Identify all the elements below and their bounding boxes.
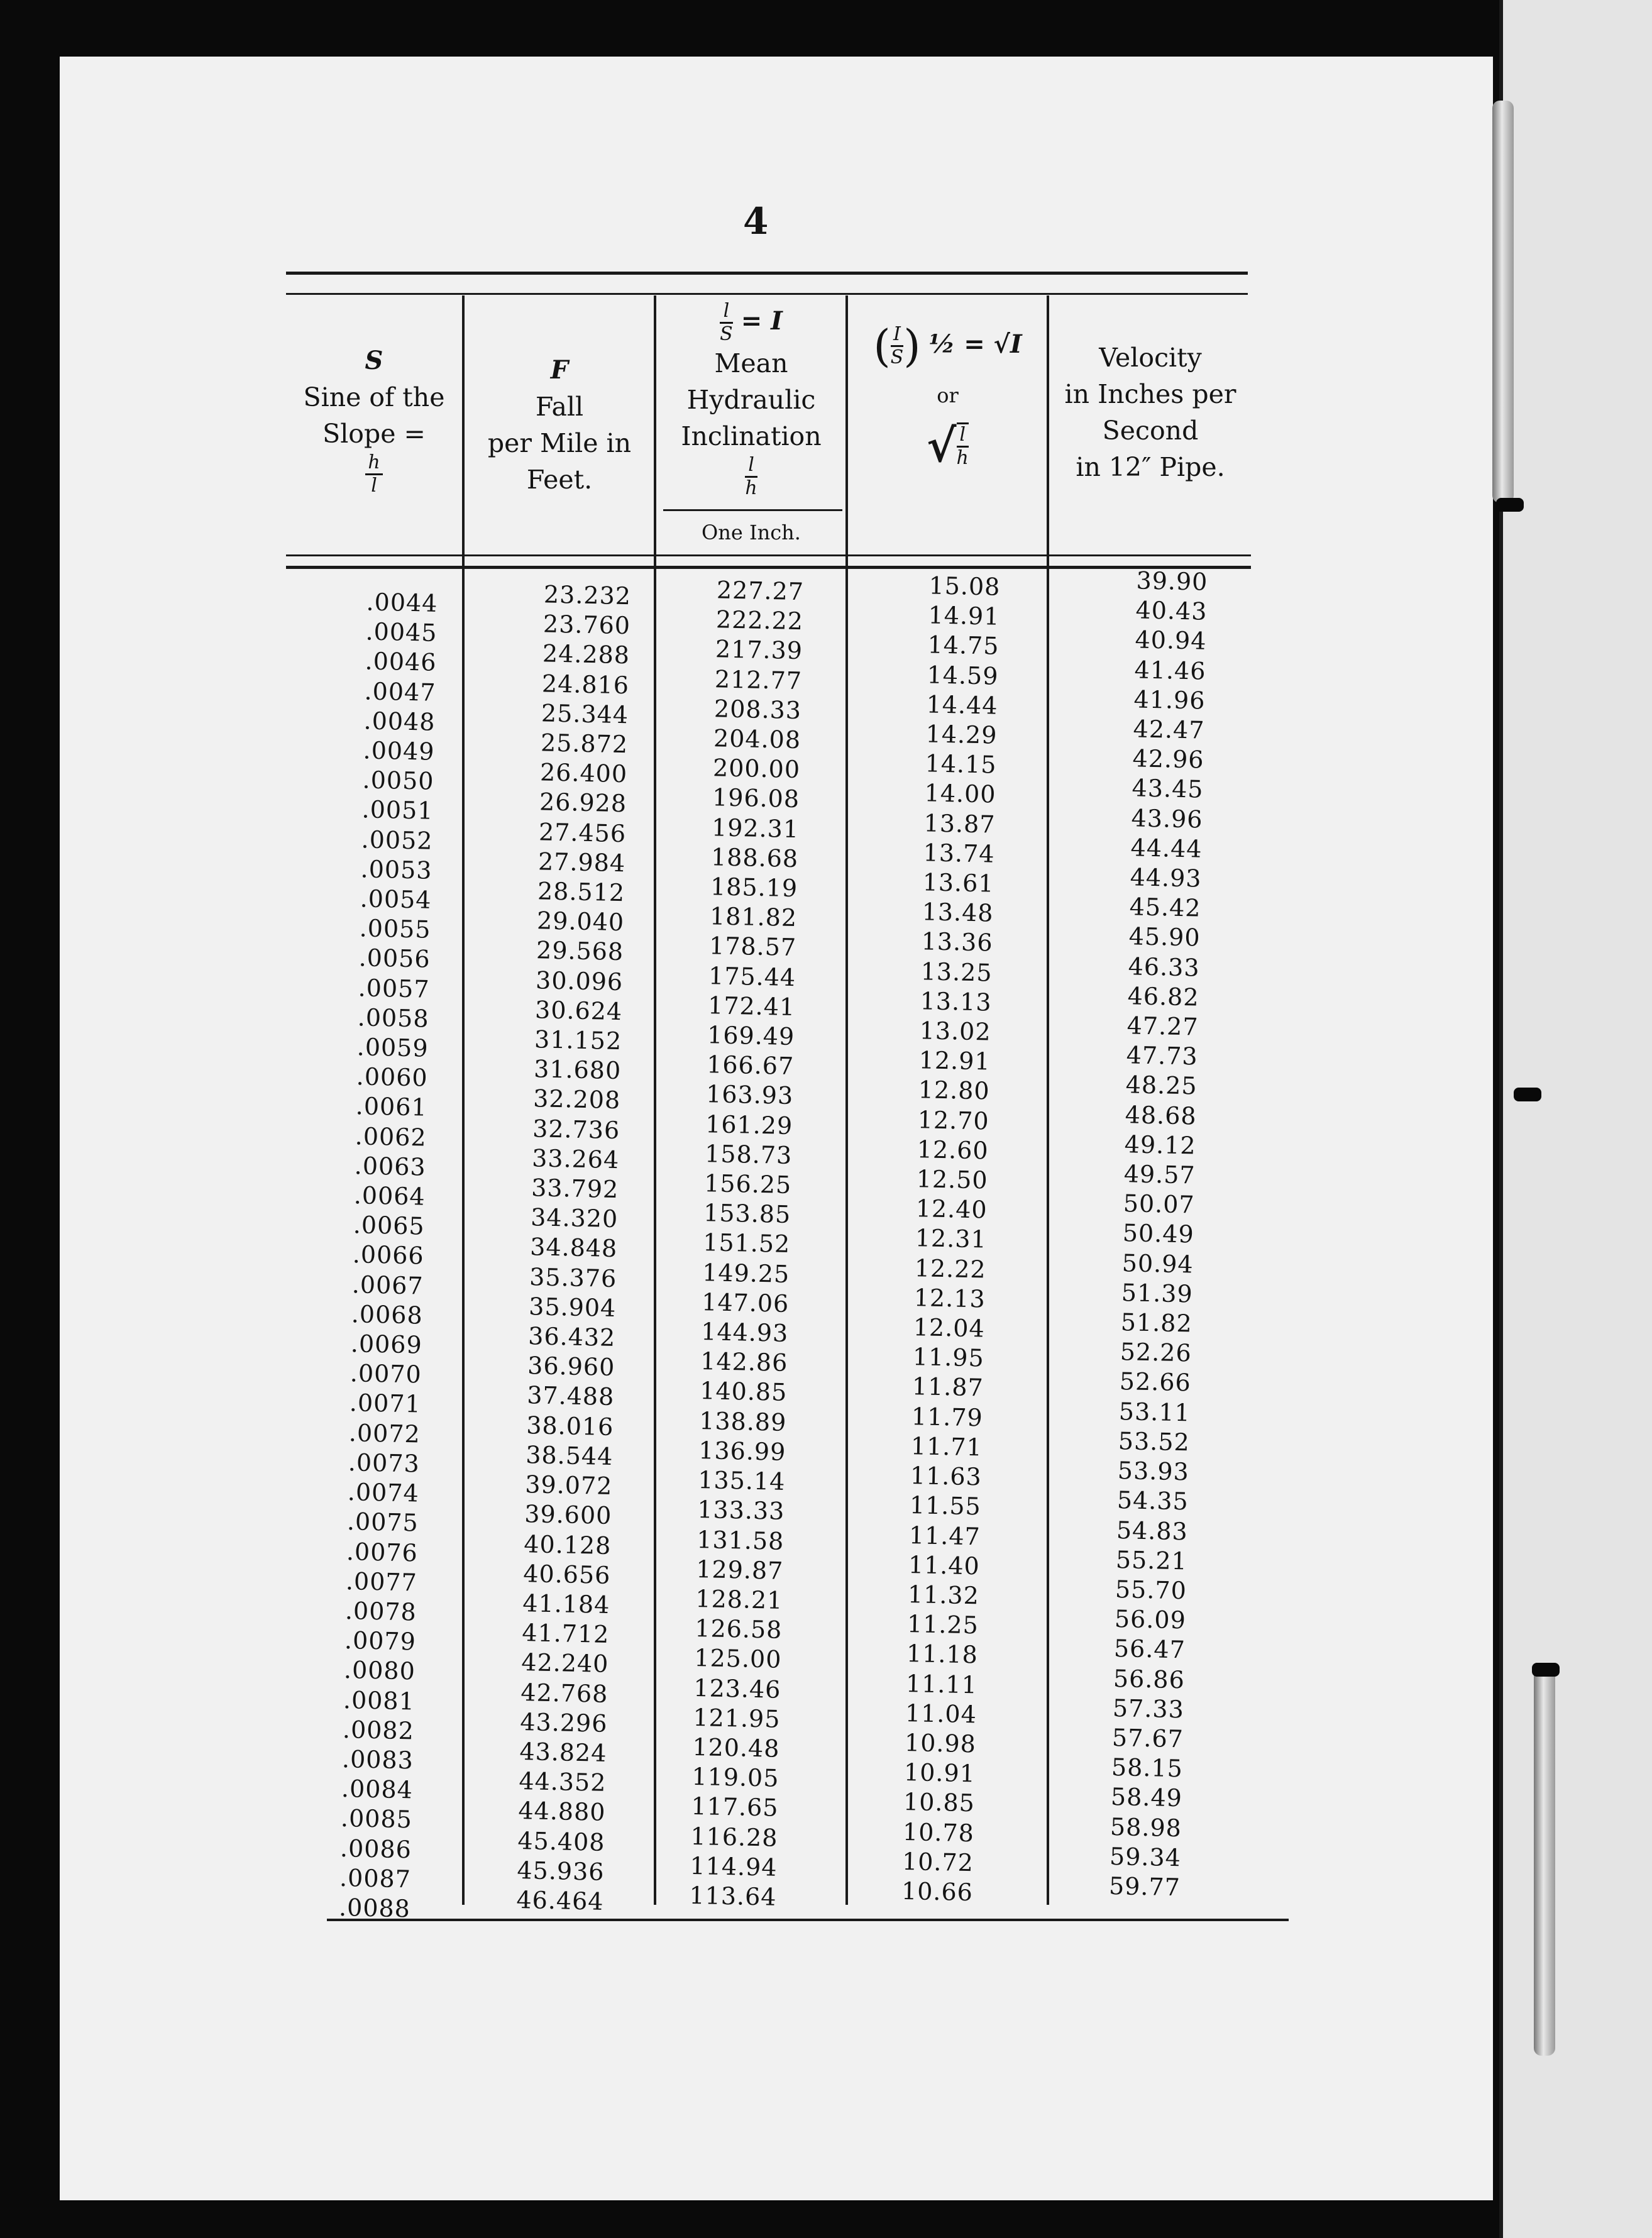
table-cell-sine: .0086: [339, 1834, 412, 1863]
table-cell-fall: 23.232: [543, 580, 632, 610]
table-cell-fall: 26.400: [539, 758, 628, 788]
table-cell-inclination: 181.82: [709, 902, 798, 932]
table-cell-root: 14.75: [927, 631, 999, 661]
table-cell-sine: .0078: [344, 1597, 417, 1626]
table-cell-root: 12.80: [918, 1076, 991, 1106]
table-cell-root: 11.40: [908, 1550, 981, 1580]
table-cell-fall: 37.488: [526, 1381, 615, 1411]
table-cell-fall: 41.712: [521, 1619, 610, 1649]
table-cell-root: 11.32: [907, 1580, 980, 1610]
table-cell-sine: .0084: [341, 1775, 414, 1804]
table-cell-fall: 40.128: [523, 1530, 612, 1560]
table-cell-inclination: 117.65: [691, 1792, 779, 1822]
table-cell-inclination: 147.06: [701, 1287, 790, 1318]
table-cell-root: 11.18: [906, 1640, 979, 1669]
table-cell-velocity: 52.66: [1119, 1367, 1192, 1397]
table-cell-fall: 39.600: [524, 1500, 612, 1530]
table-cell-velocity: 49.12: [1124, 1130, 1197, 1160]
binding-clip: [1532, 1663, 1560, 1677]
table-cell-fall: 26.928: [539, 788, 627, 818]
table-cell-inclination: 114.94: [690, 1851, 778, 1882]
table-cell-velocity: 45.90: [1128, 922, 1201, 952]
table-cell-sine: .0072: [348, 1418, 421, 1448]
table-cell-sine: .0085: [340, 1804, 413, 1834]
table-cell-fall: 33.792: [531, 1174, 619, 1204]
table-cell-fall: 43.824: [519, 1737, 607, 1767]
header-root-or: or: [937, 383, 959, 407]
table-cell-inclination: 133.33: [697, 1496, 785, 1526]
binding-strap-top: [1492, 101, 1514, 503]
table-cell-fall: 39.072: [524, 1470, 613, 1501]
table-cell-inclination: 129.87: [695, 1555, 784, 1585]
header-sine-line1: Sine of the: [303, 382, 445, 412]
table-cell-inclination: 119.05: [691, 1763, 779, 1792]
table-cell-velocity: 50.94: [1121, 1249, 1194, 1279]
table-cell-root: 10.98: [904, 1728, 977, 1758]
table-cell-fall: 43.296: [520, 1707, 608, 1738]
table-cell-root: 15.08: [928, 571, 1001, 601]
table-cell-root: 12.50: [916, 1165, 989, 1194]
table-cell-root: 11.79: [911, 1402, 984, 1432]
table-cell-sine: .0052: [361, 825, 433, 855]
table-cell-sine: .0064: [353, 1181, 426, 1211]
column-divider: [462, 295, 465, 1905]
fraction-denominator: h: [745, 477, 757, 499]
table-cell-inclination: 169.49: [707, 1021, 795, 1051]
table-cell-velocity: 53.11: [1118, 1397, 1191, 1427]
column-divider: [654, 295, 656, 1905]
table-cell-root: 10.78: [902, 1817, 975, 1847]
table-cell-sine: .0077: [345, 1567, 418, 1597]
table-cell-fall: 32.208: [532, 1084, 621, 1115]
table-cell-inclination: 135.14: [697, 1466, 786, 1496]
table-cell-sine: .0061: [355, 1092, 428, 1122]
table-cell-inclination: 125.00: [693, 1644, 782, 1674]
table-cell-fall: 24.288: [542, 639, 631, 670]
table-cell-sine: .0044: [366, 588, 438, 617]
fraction-numerator: h: [365, 452, 382, 475]
table-cell-sine: .0046: [365, 647, 437, 677]
table-cell-velocity: 52.26: [1120, 1338, 1192, 1367]
table-cell-root: 10.66: [901, 1877, 974, 1907]
table-cell-fall: 34.848: [529, 1233, 618, 1263]
fraction-l-over-h: [957, 422, 969, 469]
table-cell-velocity: 58.98: [1110, 1812, 1182, 1842]
header-velocity-line4: in 12″ Pipe.: [1076, 452, 1225, 482]
fraction-denominator: h: [956, 447, 969, 469]
table-cell-inclination: 121.95: [693, 1703, 781, 1733]
equation-root: ( $\frac{I}{S}$ ) ½ = √I: [873, 320, 1022, 372]
header-inclination-line3: Inclination: [681, 421, 822, 451]
fraction-i-over-s: [891, 324, 904, 368]
table-cell-sine: .0066: [352, 1240, 425, 1271]
table-cell-root: 14.59: [927, 660, 999, 690]
table-cell-root: 13.61: [922, 868, 994, 898]
fraction-numerator: l: [957, 424, 969, 448]
table-cell-sine: .0058: [357, 1003, 429, 1033]
table-cell-fall: 42.240: [520, 1648, 609, 1678]
table-cell-velocity: 55.21: [1115, 1545, 1188, 1575]
table-cell-sine: .0051: [361, 795, 434, 825]
fraction-numerator: l: [745, 455, 757, 478]
table-cell-root: 14.15: [925, 749, 997, 779]
table-cell-inclination: 113.64: [689, 1881, 777, 1911]
table-cell-fall: 45.936: [517, 1856, 605, 1886]
table-cell-fall: 29.040: [536, 907, 625, 937]
subheader-one-inch: One Inch.: [702, 521, 801, 544]
equation-power: ½ = √I: [928, 329, 1022, 359]
table-cell-velocity: 48.68: [1125, 1100, 1198, 1130]
table-cell-inclination: 227.27: [716, 576, 805, 606]
table-cell-root: 13.02: [919, 1017, 992, 1046]
table-cell-sine: .0070: [350, 1359, 422, 1389]
column-divider: [845, 295, 848, 1905]
table-cell-sine: .0073: [348, 1448, 421, 1478]
table-cell-fall: 23.760: [542, 610, 631, 640]
table-cell-root: 11.71: [910, 1431, 983, 1462]
table-cell-velocity: 46.82: [1127, 982, 1200, 1012]
table-cell-root: 12.04: [913, 1313, 986, 1343]
table-cell-fall: 33.264: [531, 1144, 620, 1174]
table-bottom-rule: [327, 1919, 1289, 1921]
table-cell-root: 12.22: [914, 1254, 987, 1284]
header-velocity-line1: Velocity: [1099, 343, 1202, 373]
table-cell-inclination: 178.57: [708, 932, 797, 962]
table-cell-velocity: 42.96: [1132, 744, 1204, 774]
table-cell-velocity: 54.35: [1116, 1486, 1189, 1516]
header-fall: [465, 352, 654, 498]
fraction-l-over-h: [745, 455, 757, 499]
table-cell-fall: 46.464: [516, 1885, 604, 1916]
table-cell-root: 13.13: [920, 987, 993, 1017]
table-cell-velocity: 56.86: [1113, 1664, 1186, 1694]
table-cell-velocity: 56.09: [1114, 1605, 1187, 1634]
table-cell-root: 11.95: [912, 1343, 985, 1372]
table-cell-fall: 44.880: [518, 1797, 606, 1827]
table-cell-sine: .0088: [338, 1893, 411, 1923]
table-cell-root: 11.47: [908, 1521, 981, 1550]
table-cell-inclination: 131.58: [696, 1525, 785, 1555]
table-cell-root: 10.85: [903, 1788, 976, 1817]
header-fall-line1: Fall: [535, 392, 584, 422]
table-cell-velocity: 58.15: [1111, 1753, 1184, 1783]
table-cell-inclination: 217.39: [715, 635, 803, 665]
table-cell-root: 12.60: [917, 1135, 989, 1165]
table-cell-root: 12.13: [913, 1284, 986, 1313]
table-cell-sine: .0071: [349, 1389, 422, 1419]
table-cell-velocity: 59.77: [1108, 1871, 1181, 1902]
table-cell-sine: .0048: [363, 707, 436, 736]
table-cell-root: 13.48: [922, 898, 994, 927]
table-cell-inclination: 185.19: [710, 873, 798, 903]
table-cell-velocity: 55.70: [1115, 1575, 1187, 1605]
table-cell-velocity: 49.57: [1123, 1160, 1196, 1189]
table-cell-sine: .0081: [343, 1685, 416, 1715]
table-cell-root: 10.72: [901, 1847, 974, 1877]
table-cell-inclination: 204.08: [713, 724, 801, 754]
table-cell-fall: 34.320: [530, 1203, 619, 1233]
table-cell-velocity: 51.39: [1121, 1279, 1194, 1308]
table-cell-velocity: 50.07: [1123, 1189, 1196, 1219]
table-cell-inclination: 142.86: [700, 1347, 788, 1377]
table-cell-inclination: 126.58: [694, 1614, 783, 1644]
table-cell-sine: .0045: [365, 617, 438, 648]
symbol-s: S: [365, 346, 383, 375]
table-cell-inclination: 138.89: [698, 1406, 787, 1436]
table-cell-root: 11.25: [906, 1610, 979, 1640]
table-top-rule: [286, 293, 1248, 295]
table-cell-velocity: 51.82: [1120, 1308, 1193, 1338]
table-cell-velocity: 59.34: [1109, 1842, 1182, 1872]
table-cell-velocity: 46.33: [1128, 952, 1200, 982]
page-number: 4: [743, 200, 769, 243]
table-cell-sine: .0080: [343, 1656, 416, 1685]
table-cell-inclination: 212.77: [714, 664, 803, 695]
table-cell-fall: 25.872: [540, 729, 629, 759]
table-cell-velocity: 43.96: [1131, 803, 1203, 834]
table-cell-fall: 32.736: [532, 1114, 620, 1144]
table-cell-fall: 28.512: [537, 877, 625, 907]
table-cell-velocity: 43.45: [1132, 774, 1204, 804]
table-cell-root: 11.55: [909, 1491, 982, 1521]
table-cell-velocity: 40.94: [1135, 626, 1207, 656]
header-fall-line3: Feet.: [526, 465, 593, 495]
table-cell-fall: 35.376: [529, 1262, 617, 1293]
table-cell-fall: 35.904: [528, 1293, 617, 1322]
header-velocity-line3: Second: [1102, 416, 1199, 446]
table-cell-velocity: 54.83: [1116, 1516, 1189, 1545]
table-cell-velocity: 41.96: [1133, 685, 1206, 715]
header-rule: [286, 566, 1251, 569]
table-cell-inclination: 200.00: [712, 754, 801, 784]
adjacent-page-edge: [1499, 0, 1652, 2238]
table-cell-sine: .0069: [350, 1330, 423, 1359]
table-cell-inclination: 149.25: [702, 1258, 790, 1288]
fraction-h-over-l: [365, 452, 382, 497]
table-cell-inclination: 192.31: [711, 813, 800, 843]
table-cell-sine: .0082: [342, 1715, 415, 1745]
table-cell-inclination: 136.99: [698, 1436, 786, 1466]
table-cell-fall: 31.680: [533, 1055, 622, 1085]
table-cell-velocity: 58.49: [1110, 1783, 1183, 1812]
table-cell-inclination: 175.44: [708, 961, 796, 991]
table-cell-inclination: 123.46: [693, 1673, 781, 1704]
table-cell-fall: 31.152: [534, 1025, 622, 1056]
table-cell-fall: 38.544: [525, 1441, 614, 1470]
table-cell-root: 14.29: [925, 720, 998, 749]
table-cell-sine: .0060: [356, 1062, 429, 1092]
table-cell-fall: 29.568: [536, 936, 624, 966]
fraction-denominator: S: [890, 346, 904, 368]
table-cell-velocity: 41.46: [1134, 655, 1206, 685]
table-cell-fall: 27.984: [537, 847, 626, 878]
table-cell-root: 12.31: [915, 1224, 988, 1254]
table-cell-inclination: 153.85: [703, 1199, 791, 1229]
fraction-denominator: l: [371, 475, 377, 497]
table-cell-sine: .0067: [351, 1270, 424, 1300]
table-cell-velocity: 45.42: [1129, 893, 1201, 922]
subheader-rule: [663, 509, 842, 511]
table-cell-sine: .0075: [346, 1508, 419, 1537]
header-velocity: [1050, 339, 1251, 485]
equation-l-over-s: [657, 300, 845, 345]
table-cell-fall: 25.344: [541, 699, 629, 729]
table-cell-velocity: 50.49: [1122, 1219, 1195, 1249]
table-cell-fall: 24.816: [541, 670, 630, 699]
table-cell-velocity: 40.43: [1135, 596, 1208, 626]
symbol-f: F: [550, 355, 569, 385]
table-cell-sine: .0083: [341, 1745, 414, 1775]
table-cell-root: 12.40: [915, 1194, 988, 1224]
table-cell-fall: 42.768: [520, 1678, 608, 1708]
table-cell-fall: 45.408: [517, 1826, 605, 1856]
header-inclination: [657, 300, 845, 499]
binding-clip: [1514, 1088, 1541, 1101]
table-cell-inclination: 208.33: [713, 695, 802, 724]
table-cell-velocity: 56.47: [1113, 1634, 1186, 1664]
table-cell-sine: .0049: [363, 736, 435, 766]
table-cell-velocity: 39.90: [1136, 566, 1208, 596]
equation-rhs: = I: [741, 306, 783, 336]
table-cell-sine: .0057: [358, 973, 430, 1003]
table-cell-inclination: 172.41: [707, 991, 796, 1021]
table-cell-inclination: 158.73: [704, 1139, 793, 1169]
table-cell-root: 13.87: [923, 808, 996, 839]
table-cell-inclination: 140.85: [699, 1377, 788, 1407]
sqrt-expression: √ $\frac{l}{h}$: [927, 419, 969, 472]
table-cell-fall: 41.184: [522, 1589, 610, 1619]
table-cell-fall: 44.352: [519, 1767, 607, 1797]
table-cell-inclination: 166.67: [706, 1050, 795, 1081]
table-cell-fall: 30.096: [535, 966, 624, 996]
table-cell-root: 14.91: [928, 601, 1000, 631]
table-cell-inclination: 163.93: [705, 1080, 794, 1110]
header-rule: [286, 554, 1251, 556]
fraction-l-over-s: [720, 300, 733, 345]
table-cell-inclination: 144.93: [700, 1318, 789, 1348]
table-cell-sine: .0056: [358, 944, 431, 974]
table-cell-fall: 30.624: [534, 996, 623, 1026]
fraction-denominator: S: [720, 323, 733, 345]
table-cell-sine: .0062: [355, 1122, 427, 1152]
table-cell-velocity: 48.25: [1125, 1071, 1198, 1101]
table-cell-inclination: 128.21: [695, 1584, 783, 1614]
table-cell-velocity: 57.67: [1111, 1723, 1184, 1753]
header-velocity-line2: in Inches per: [1064, 379, 1236, 409]
table-cell-root: 12.70: [917, 1105, 990, 1135]
table-top-rule: [286, 272, 1248, 275]
table-cell-root: 11.11: [905, 1669, 978, 1699]
table-cell-root: 11.04: [905, 1699, 977, 1729]
table-cell-velocity: 47.73: [1126, 1041, 1199, 1071]
table-cell-root: 14.44: [926, 690, 998, 720]
table-cell-velocity: 42.47: [1133, 715, 1205, 744]
table-cell-inclination: 151.52: [702, 1228, 791, 1259]
table-cell-root: 14.00: [924, 779, 996, 809]
binding-strap-bottom: [1534, 1666, 1555, 2056]
table-cell-velocity: 53.93: [1117, 1457, 1190, 1486]
table-cell-sine: .0079: [344, 1626, 417, 1656]
table-cell-root: 10.91: [903, 1758, 976, 1788]
table-cell-inclination: 156.25: [703, 1169, 792, 1199]
table-cell-sine: .0076: [346, 1537, 419, 1567]
table-cell-root: 13.74: [923, 839, 995, 868]
table-cell-fall: 40.656: [522, 1559, 611, 1589]
table-cell-inclination: 222.22: [715, 605, 804, 636]
table-cell-sine: .0059: [356, 1033, 429, 1062]
table-cell-sine: .0068: [351, 1300, 424, 1330]
table-cell-sine: .0054: [360, 885, 432, 914]
header-root: [849, 320, 1047, 472]
table-cell-root: 13.36: [921, 927, 993, 957]
table-cell-sine: .0047: [364, 677, 436, 707]
table-cell-inclination: 161.29: [705, 1110, 793, 1140]
table-cell-root: 11.63: [910, 1462, 983, 1491]
table-cell-velocity: 44.93: [1130, 863, 1202, 893]
column-divider: [1047, 295, 1049, 1905]
table-cell-fall: 27.456: [538, 817, 627, 847]
header-inclination-line1: Mean: [714, 348, 788, 378]
header-inclination-line2: Hydraulic: [686, 385, 816, 415]
table-cell-velocity: 57.33: [1112, 1694, 1185, 1724]
table-cell-inclination: 196.08: [712, 783, 800, 813]
table-cell-fall: 36.432: [527, 1322, 616, 1352]
table-cell-velocity: 53.52: [1118, 1426, 1191, 1457]
table-cell-sine: .0074: [347, 1478, 420, 1508]
table-cell-inclination: 188.68: [710, 843, 799, 873]
table-cell-sine: .0053: [360, 855, 432, 885]
binding-clip: [1496, 498, 1524, 512]
table-cell-sine: .0063: [354, 1152, 427, 1181]
header-sine-line2: Slope =: [322, 419, 426, 449]
table-cell-inclination: 116.28: [690, 1822, 778, 1852]
table-cell-root: 13.25: [920, 957, 993, 987]
table-cell-velocity: 47.27: [1126, 1012, 1199, 1041]
fraction-numerator: I: [891, 324, 904, 347]
table-cell-fall: 36.960: [527, 1352, 615, 1382]
table-cell-sine: .0087: [339, 1863, 412, 1893]
header-sine: [286, 343, 462, 497]
table-cell-root: 12.91: [918, 1046, 991, 1076]
table-cell-inclination: 120.48: [692, 1733, 780, 1763]
table-cell-sine: .0055: [359, 914, 431, 944]
table-cell-root: 11.87: [911, 1372, 984, 1402]
header-fall-line2: per Mile in: [487, 428, 632, 458]
table-cell-sine: .0050: [362, 766, 434, 796]
fraction-numerator: l: [720, 300, 733, 324]
table-cell-fall: 38.016: [526, 1411, 614, 1441]
table-cell-velocity: 44.44: [1130, 834, 1203, 863]
table-cell-sine: .0065: [353, 1211, 426, 1240]
